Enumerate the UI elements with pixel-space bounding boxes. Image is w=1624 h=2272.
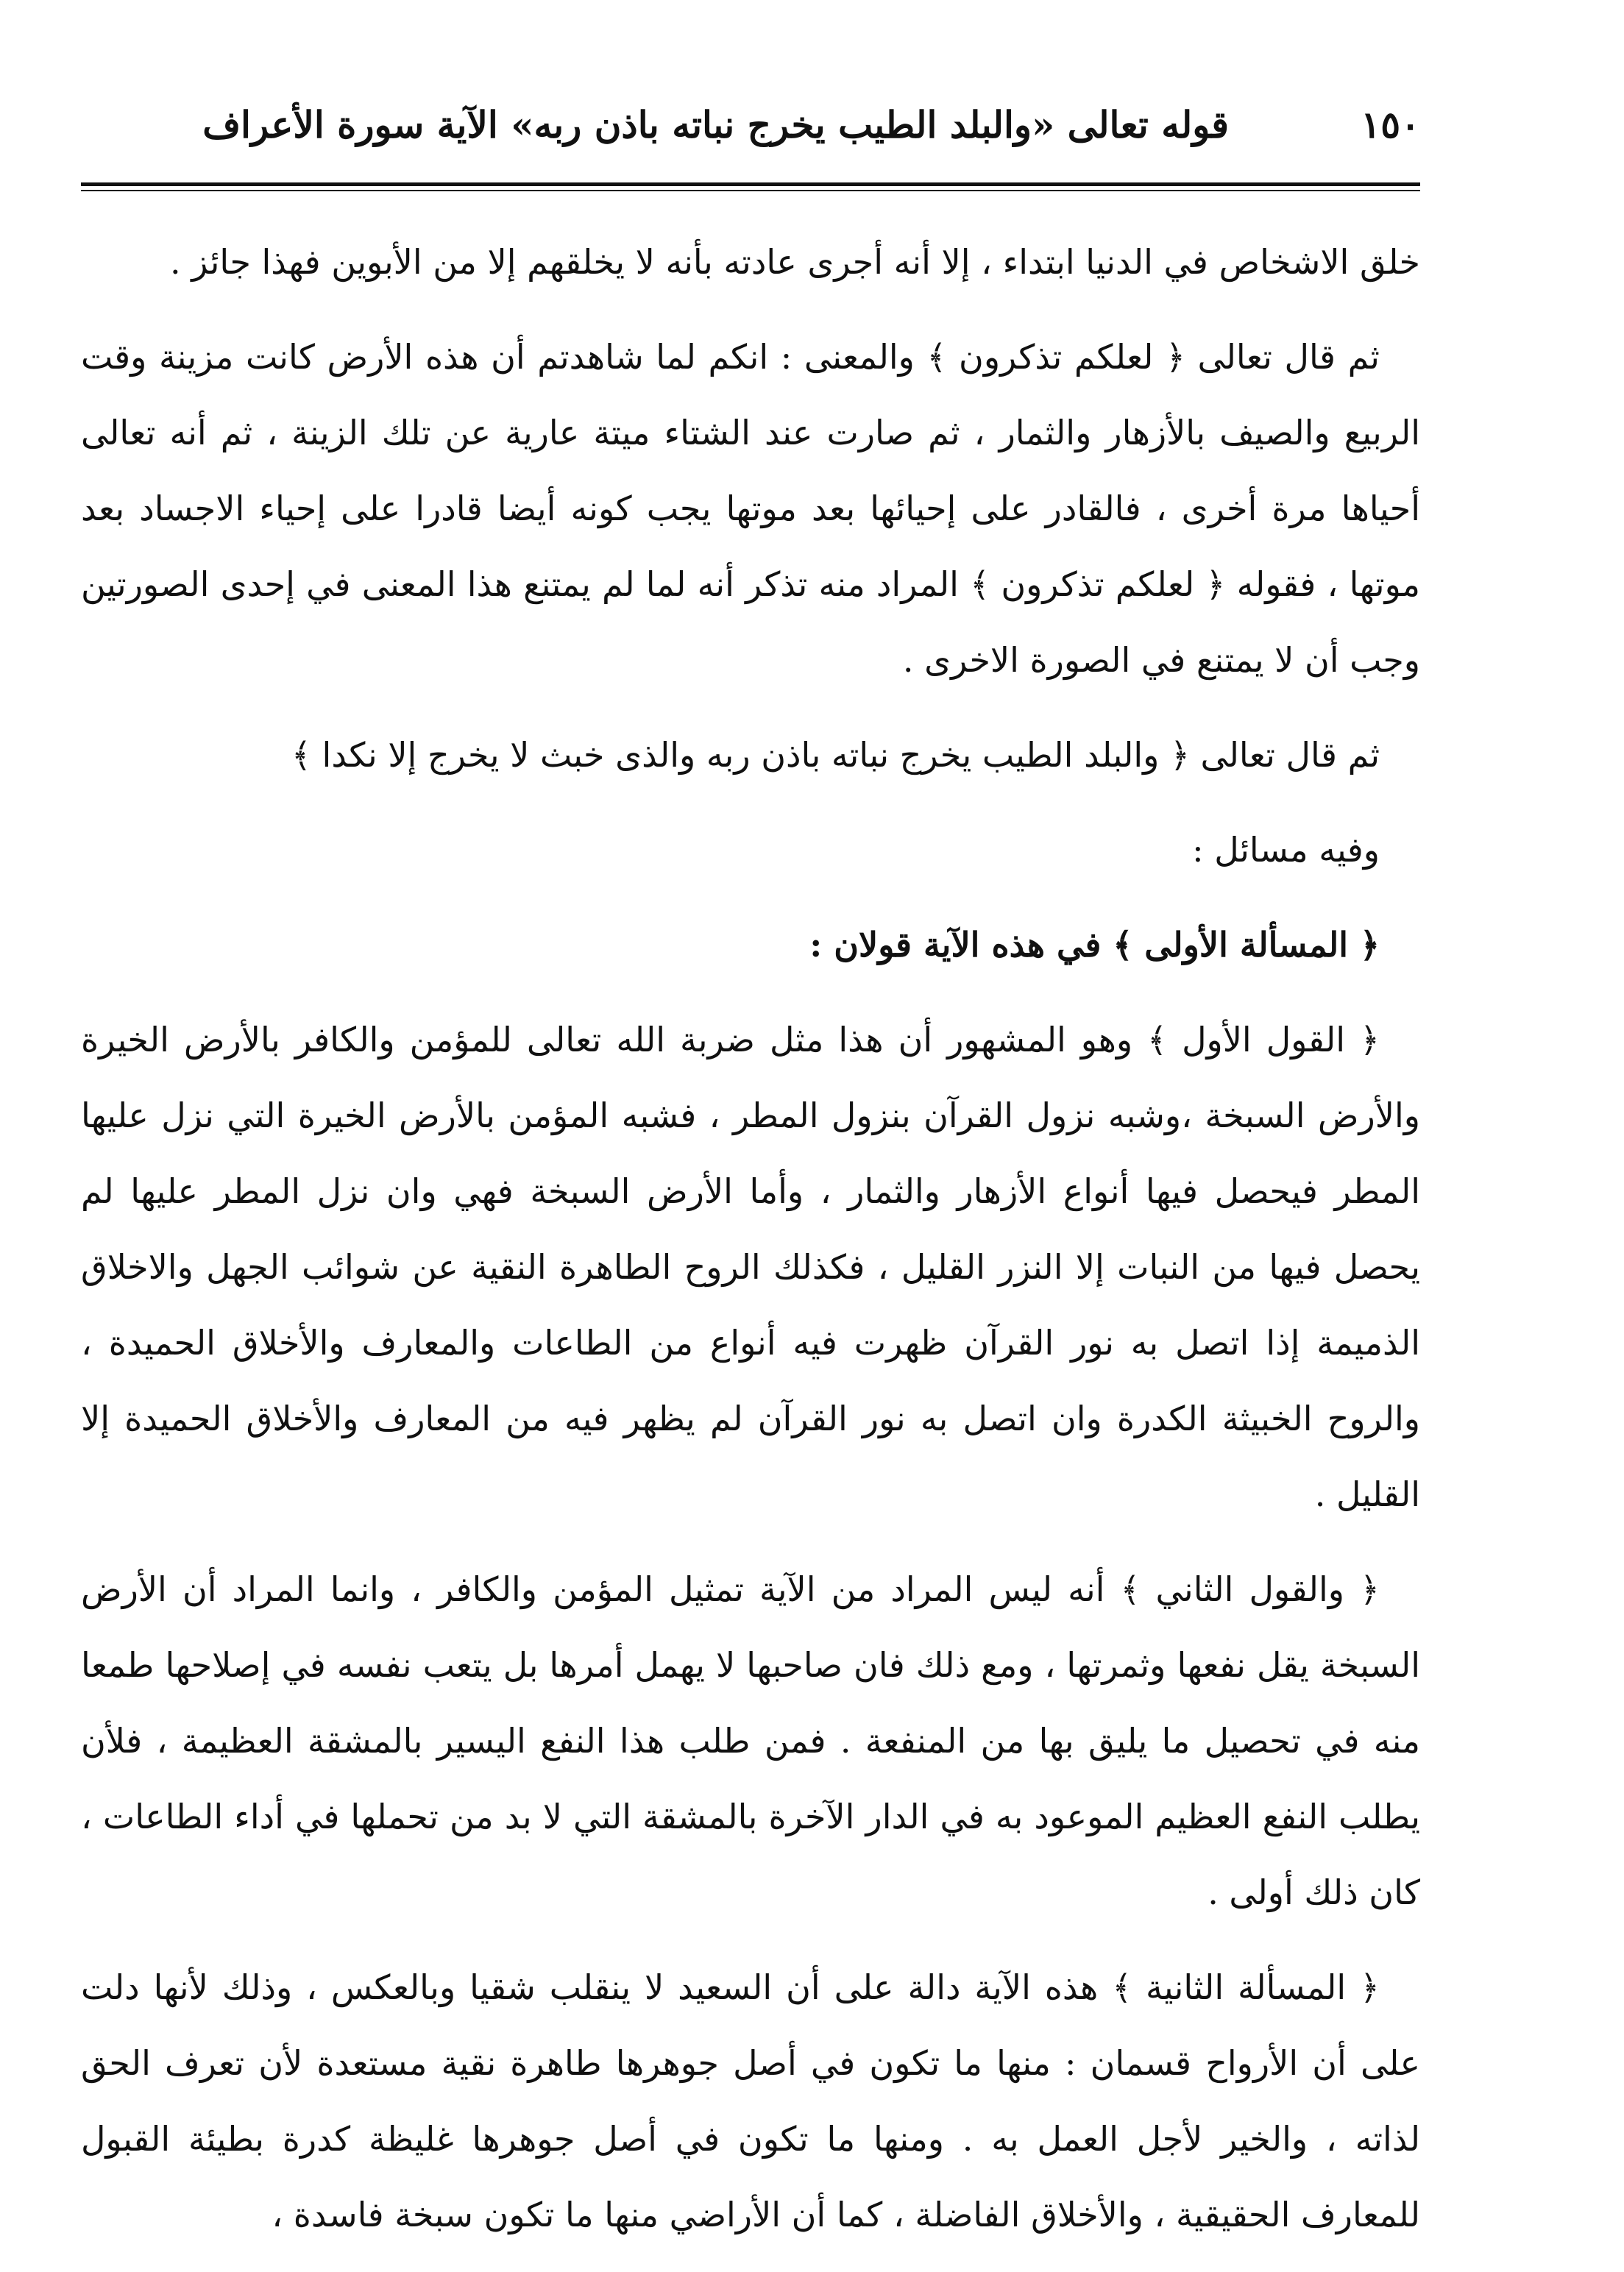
paragraph: ﴿ المسألة الثانية ﴾ هذه الآية دالة على أن السعيد لا ينقلب شقيا وبالعكس ، وذلك لأنها دلت على أن الأرواح قسمان : منها ما تكون في أصل جوهرها طاهرة نقية مستعدة لأن تعرف الحق لذاته ، والخير لأجل العمل به . ومنها ما تكون في أصل جوهرها غليظة كدرة بطيئة القبول للمعارف الحقيقية ، والأخلاق الفاضلة ، كما أن الأراضي منها ما تكون سبخة فاسدة ،	[81, 1967, 1420, 2234]
header-rule-thin	[81, 190, 1420, 191]
paragraph: خلق الاشخاص في الدنيا ابتداء ، إلا أنه أجرى عادته بأنه لا يخلقهم إلا من الأبوين فهذا جائز .	[170, 242, 1420, 282]
document-page	[81, 88, 1420, 2234]
body-text	[81, 224, 1420, 2272]
header-title: قوله تعالى «والبلد الطيب يخرج نباته باذن ربه» الآية سورة الأعراف	[202, 103, 1229, 146]
paragraph: وفيه مسائل :	[1192, 830, 1380, 870]
paragraph-heading: ﴿ المسألة الأولى ﴾ في هذه الآية قولان :	[809, 925, 1380, 965]
paragraph: ﴿ والقول الثاني ﴾ أنه ليس المراد من الآية تمثيل المؤمن والكافر ، وانما المراد أن الأرض السبخة يقل نفعها وثمرتها ، ومع ذلك فان صاحبها لا يهمل أمرها بل يتعب نفسه في إصلاحها طمعا منه في تحصيل ما يليق بها من المنفعة . فمن طلب هذا النفع اليسير بالمشقة العظيمة ، فلأن يطلب النفع العظيم الموعود به في الدار الآخرة بالمشقة التي لا بد من تحملها في أداء الطاعات ، كان ذلك أولى .	[81, 1569, 1420, 1912]
paragraph: ثم قال تعالى ﴿ والبلد الطيب يخرج نباته باذن ربه والذى خبث لا يخرج إلا نكدا ﴾	[291, 735, 1380, 775]
running-header	[81, 88, 1420, 162]
page-number: ١٥٠	[1361, 103, 1420, 146]
paragraph: ﴿ القول الأول ﴾ وهو المشهور أن هذا مثل ضربة الله تعالى للمؤمن والكافر بالأرض الخيرة والأرض السبخة ،وشبه نزول القرآن بنزول المطر ، فشبه المؤمن بالأرض الخيرة التي نزل عليها المطر فيحصل فيها أنواع الأزهار والثمار ، وأما الأرض السبخة فهي وان نزل المطر عليها لم يحصل فيها من النبات إلا النزر القليل ، فكذلك الروح الطاهرة النقية عن شوائب الجهل والاخلاق الذميمة إذا اتصل به نور القرآن ظهرت فيه أنواع من الطاعات والمعارف والأخلاق الحميدة ، والروح الخبيثة الكدرة وان اتصل به نور القرآن لم يظهر فيه من المعارف والأخلاق الحميدة إلا القليل .	[81, 1020, 1420, 1514]
paragraph: ثم قال تعالى ﴿ لعلكم تذكرون ﴾ والمعنى : انكم لما شاهدتم أن هذه الأرض كانت مزينة وقت الربيع والصيف بالأزهار والثمار ، ثم صارت عند الشتاء ميتة عارية عن تلك الزينة ، ثم أنه تعالى أحياها مرة أخرى ، فالقادر على إحيائها بعد موتها يجب كونه أيضا قادرا على إحياء الاجساد بعد موتها ، فقوله ﴿ لعلكم تذكرون ﴾ المراد منه تذكر أنه لما لم يمتنع هذا المعنى في إحدى الصورتين وجب أن لا يمتنع في الصورة الاخرى .	[81, 337, 1420, 680]
header-rule	[81, 182, 1420, 186]
